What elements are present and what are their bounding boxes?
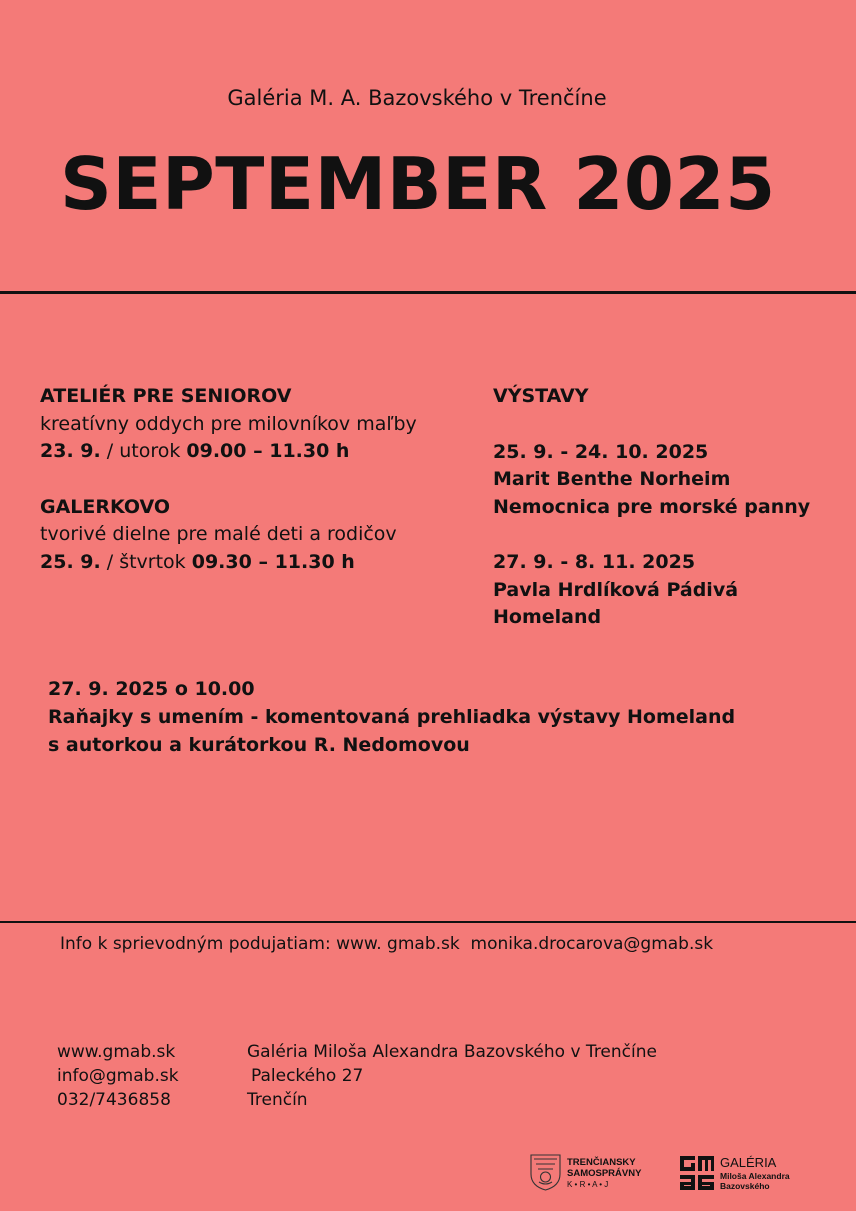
workshop-date: 23. 9.	[40, 440, 101, 462]
event-datetime: 27. 9. 2025 o 10.00	[48, 678, 255, 700]
tsk-line-1: TRENČIANSKY	[567, 1157, 636, 1168]
workshop-name: GALERKOVO	[40, 495, 171, 518]
workshop-time: 09.30 – 11.30 h	[191, 550, 355, 573]
top-divider	[0, 291, 856, 294]
workshop-seniors	[40, 383, 417, 466]
schedule-separator: /	[100, 440, 120, 462]
page-title: SEPTEMBER 2025	[60, 142, 776, 226]
gmab-line-3: Bazovského	[720, 1181, 770, 1191]
workshop-day: štvrtok	[119, 550, 186, 573]
workshop-schedule	[40, 549, 417, 577]
phone-number: 032/7436858	[57, 1090, 171, 1110]
address-city: Trenčín	[247, 1090, 308, 1110]
special-event	[48, 675, 735, 759]
gmab-monogram-icon	[680, 1156, 714, 1190]
workshop-galerkovo	[40, 494, 417, 577]
workshop-name: ATELIÉR PRE SENIOROV	[40, 385, 292, 407]
bottom-divider	[0, 921, 856, 923]
gmab-line-1: GALÉRIA	[720, 1155, 777, 1170]
workshops-column	[40, 383, 417, 576]
schedule-separator: /	[100, 550, 120, 573]
event-line-1: Raňajky s umením - komentovaná prehliadka výstavy Homeland	[48, 706, 736, 728]
address-street: Paleckého 27	[251, 1066, 364, 1086]
address-name: Galéria Miloša Alexandra Bazovského v Trenčíne	[247, 1042, 657, 1062]
coat-of-arms-icon	[531, 1155, 560, 1190]
gmab-line-2: Miloša Alexandra	[720, 1171, 790, 1181]
exhibitions-heading: VÝSTAVY	[493, 385, 589, 407]
workshop-schedule	[40, 438, 417, 466]
address-block	[247, 1040, 657, 1112]
exhibition-dates: 25. 9. - 24. 10. 2025	[493, 440, 709, 463]
exhibition-artist: Marit Benthe Norheim	[493, 468, 731, 490]
workshop-date: 25. 9.	[40, 550, 101, 573]
contacts-block	[57, 1040, 179, 1112]
exhibitions-column	[493, 383, 810, 632]
exhibition-title: Nemocnica pre morské panny	[493, 495, 811, 518]
workshop-description: tvorivé dielne pre malé deti a rodičov	[40, 523, 397, 545]
gallery-name: Galéria M. A. Bazovského v Trenčíne	[227, 86, 607, 110]
email-link[interactable]: info@gmab.sk	[57, 1066, 179, 1086]
gmab-logo	[680, 1152, 810, 1194]
info-line: Info k sprievodným podujatiam: www. gmab.sk monika.drocarova@gmab.sk	[60, 934, 714, 954]
workshop-day: utorok	[119, 440, 181, 462]
tsk-line-3: K • R • A • J	[567, 1180, 609, 1189]
exhibition-title: Homeland	[493, 606, 602, 628]
website-link[interactable]: www.gmab.sk	[57, 1042, 176, 1062]
workshop-time: 09.00 – 11.30 h	[186, 440, 350, 462]
event-line-2: s autorkou a kurátorkou R. Nedomovou	[48, 734, 470, 756]
exhibition-item	[493, 439, 810, 522]
tsk-logo	[530, 1152, 658, 1192]
tsk-line-2: SAMOSPRÁVNY	[567, 1168, 642, 1179]
exhibition-item	[493, 549, 810, 632]
exhibition-dates: 27. 9. - 8. 11. 2025	[493, 551, 696, 573]
workshop-description: kreatívny oddych pre milovníkov maľby	[40, 412, 417, 435]
exhibition-artist: Pavla Hrdlíková Pádivá	[493, 578, 739, 601]
